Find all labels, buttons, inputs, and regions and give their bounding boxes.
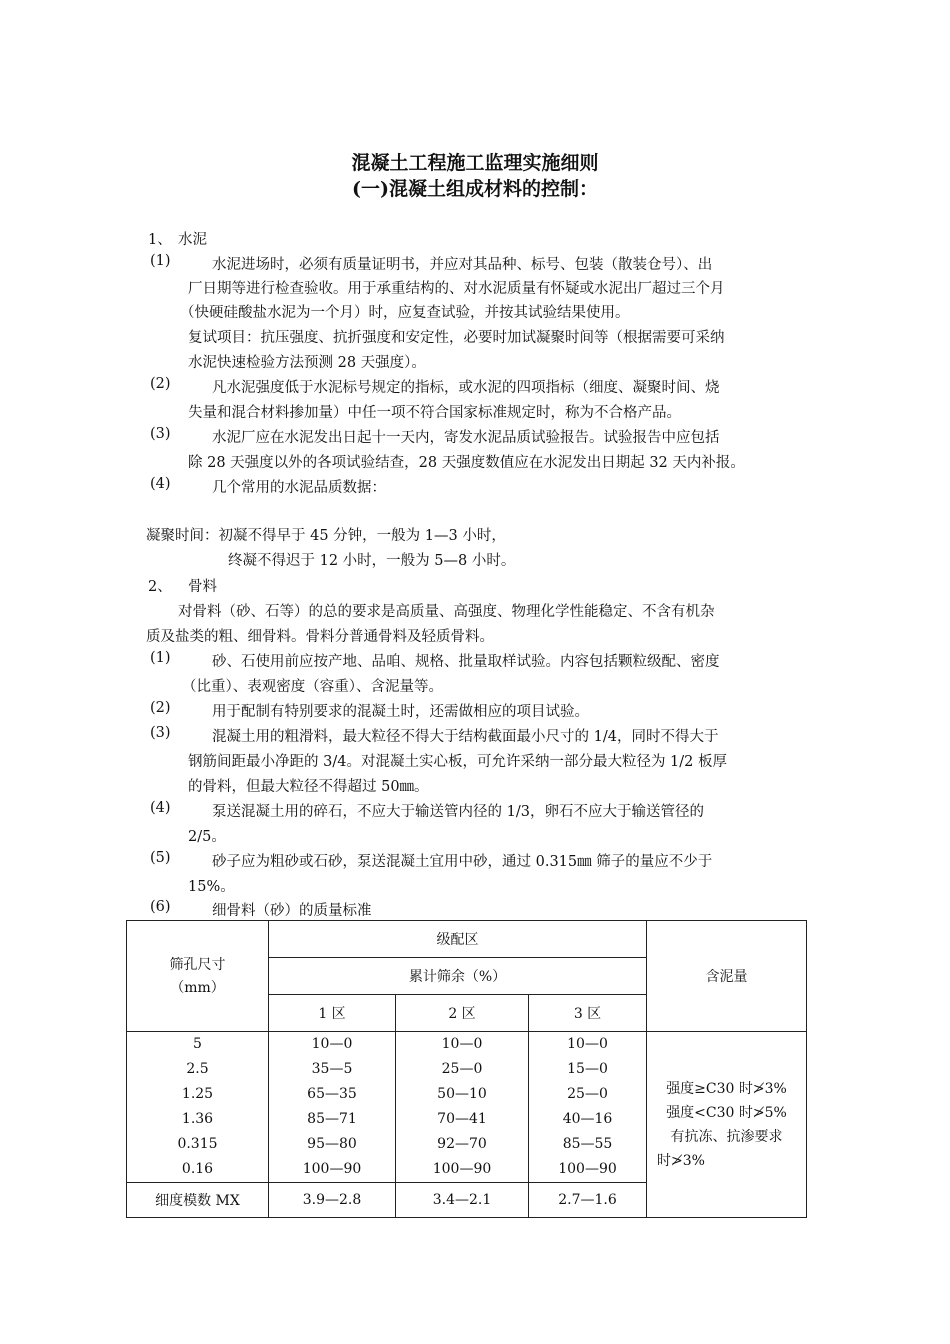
fineness-zone-1: 3.9—2.8 [269, 1183, 396, 1218]
cement-item-3-line-1: 水泥厂应在水泥发出日起十一天内，寄发水泥品质试验报告。试验报告中应包括 [212, 430, 720, 446]
fine-aggregate-table [126, 920, 807, 1218]
sieve-size-value: 1.25 [181, 1086, 214, 1102]
aggregate-item-1-line-2: （比重）、表观密度（容重）、含泥量等。 [182, 679, 443, 695]
section-heading-aggregate: 骨料 [188, 579, 217, 595]
header-sieve-size-cell [127, 921, 269, 1032]
aggregate-item-6-line-1: 细骨料（砂）的质量标准 [212, 903, 372, 919]
table-header-row-1 [127, 921, 807, 958]
zone-2-value: 92—70 [437, 1136, 487, 1152]
section-number-aggregate: 2、 [148, 579, 172, 595]
mud-note-line: 时≯3% [657, 1152, 705, 1169]
zone-1-value: 35—5 [311, 1061, 353, 1077]
cement-item-2-number: (2) [150, 376, 171, 392]
mud-note-line: 强度<C30 时≯5% [666, 1104, 787, 1121]
zone-2-value: 10—0 [441, 1036, 483, 1052]
header-cumulative-residue: 累计筛余（%） [269, 958, 647, 995]
cement-item-1-number: (1) [150, 253, 171, 269]
header-sieve-unit: （mm） [170, 980, 225, 996]
aggregate-item-1-line-1: 砂、石使用前应按产地、品咱、规格、批量取样试验。内容包括颗粒级配、密度 [212, 654, 720, 670]
zone-3-value: 25—0 [567, 1086, 608, 1102]
zone-1-value: 95—80 [307, 1136, 357, 1152]
setting-time-final: 终凝不得迟于 12 小时，一般为 5—8 小时。 [228, 553, 516, 569]
document-title: 混凝土工程施工监理实施细则 [351, 152, 599, 174]
table-data-row [127, 1032, 807, 1183]
sieve-size-value: 1.36 [181, 1111, 214, 1127]
aggregate-item-4-number: (4) [150, 800, 171, 816]
zone-1-value: 100—90 [302, 1161, 362, 1177]
zone-1-value: 65—35 [307, 1086, 357, 1102]
zone-1-value: 10—0 [311, 1036, 353, 1052]
zone-3-value: 100—90 [558, 1161, 617, 1177]
fineness-modulus-label: 细度模数 MX [127, 1183, 269, 1218]
aggregate-item-4-line-2: 2/5。 [188, 829, 226, 845]
header-sieve-size: 筛孔尺寸 [169, 957, 226, 973]
mud-note-line: 强度≥C30 时≯3% [666, 1080, 787, 1097]
zone-3-value: 15—0 [567, 1061, 608, 1077]
setting-time-initial: 凝聚时间：初凝不得早于 45 分钟，一般为 1—3 小时， [146, 528, 506, 544]
header-grading-zone: 级配区 [269, 921, 647, 958]
sieve-size-values [127, 1032, 269, 1183]
zone-2-value: 25—0 [441, 1061, 483, 1077]
cement-item-1-line-1: 水泥进场时，必须有质量证明书，并应对其品种、标号、包装（散装仓号）、出 [212, 257, 713, 273]
aggregate-item-2-line-1: 用于配制有特别要求的混凝土时，还需做相应的项目试验。 [212, 704, 589, 720]
zone-3-value: 85—55 [562, 1136, 613, 1152]
sieve-size-value: 0.315 [177, 1136, 218, 1152]
cement-item-1-line-5: 水泥快速检验方法预测 28 天强度）。 [188, 355, 426, 371]
zone-3-value: 10—0 [567, 1036, 608, 1052]
cement-item-2-line-2: 失量和混合材料掺加量）中任一项不符合国家标准规定时，称为不合格产品。 [188, 405, 681, 421]
header-zone-3: 3 区 [529, 995, 647, 1032]
aggregate-item-5-line-2: 15%。 [188, 879, 235, 895]
aggregate-item-4-line-1: 泵送混凝土用的碎石，不应大于输送管内径的 1/3，卵石不应大于输送管径的 [212, 804, 704, 820]
zone-3-value: 40—16 [562, 1111, 613, 1127]
zone-2-value: 100—90 [432, 1161, 492, 1177]
cement-item-1-line-2: 厂日期等进行检查验收。用于承重结构的、对水泥质量有怀疑或水泥出厂超过三个月 [188, 281, 725, 297]
cement-item-3-line-2: 除 28 天强度以外的各项试验结查，28 天强度数值应在水泥发出日期起 32 天内补报。 [188, 455, 745, 471]
aggregate-item-3-line-2: 钢筋间距最小净距的 3/4。对混凝土实心板，可允许采纳一部分最大粒径为 1/2 板厚 [188, 754, 727, 770]
aggregate-item-5-number: (5) [150, 850, 171, 866]
zone-1-values [269, 1032, 396, 1183]
aggregate-item-3-line-1: 混凝土用的粗滑料，最大粒径不得大于结构截面最小尺寸的 1/4，同时不得大于 [212, 729, 719, 745]
aggregate-item-3-number: (3) [150, 725, 171, 741]
cement-item-1-line-3: （快硬硅酸盐水泥为一个月）时，应复查试验，并按其试验结果使用。 [180, 305, 630, 321]
header-mud-content: 含泥量 [647, 921, 807, 1032]
zone-2-value: 70—41 [437, 1111, 487, 1127]
header-zone-1: 1 区 [269, 995, 396, 1032]
mud-content-notes [647, 1032, 807, 1218]
section-number-cement: 1、 [148, 232, 172, 248]
cement-item-4-line-1: 几个常用的水泥品质数据： [212, 480, 386, 496]
mud-note-line: 有抗冻、抗渗要求 [670, 1128, 783, 1145]
aggregate-item-2-number: (2) [150, 700, 171, 716]
header-zone-2: 2 区 [396, 995, 529, 1032]
cement-item-2-line-1: 凡水泥强度低于水泥标号规定的指标，或水泥的四项指标（细度、凝聚时间、烧 [212, 380, 720, 396]
aggregate-item-3-line-3: 的骨料，但最大粒径不得超过 50㎜。 [188, 779, 429, 795]
cement-item-4-number: (4) [150, 476, 171, 492]
cement-item-1-line-4: 复试项目：抗压强度、抗折强度和安定性，必要时加试凝聚时间等（根据需要可采纳 [188, 330, 725, 346]
aggregate-item-5-line-1: 砂子应为粗砂或石砂，泵送混凝土宜用中砂，通过 0.315㎜ 筛子的量应不少于 [212, 854, 713, 870]
zone-2-values [396, 1032, 529, 1183]
zone-2-value: 50—10 [437, 1086, 487, 1102]
zone-1-value: 85—71 [307, 1111, 357, 1127]
aggregate-intro-line-1: 对骨料（砂、石等）的总的要求是高质量、高强度、物理化学性能稳定、不含有机杂 [178, 604, 715, 620]
document-subtitle: (一)混凝土组成材料的控制： [352, 178, 598, 200]
fineness-zone-3: 2.7—1.6 [529, 1183, 647, 1218]
aggregate-item-6-number: (6) [150, 899, 171, 915]
sieve-size-value: 2.5 [186, 1061, 209, 1077]
section-heading-cement: 水泥 [178, 232, 207, 248]
sieve-size-value: 5 [193, 1036, 202, 1052]
aggregate-item-1-number: (1) [150, 650, 171, 666]
aggregate-intro-line-2: 质及盐类的粗、细骨料。骨料分普通骨料及轻质骨料。 [146, 629, 494, 645]
cement-item-3-number: (3) [150, 426, 171, 442]
sieve-size-value: 0.16 [181, 1161, 214, 1177]
zone-3-values [529, 1032, 647, 1183]
fineness-zone-2: 3.4—2.1 [396, 1183, 529, 1218]
